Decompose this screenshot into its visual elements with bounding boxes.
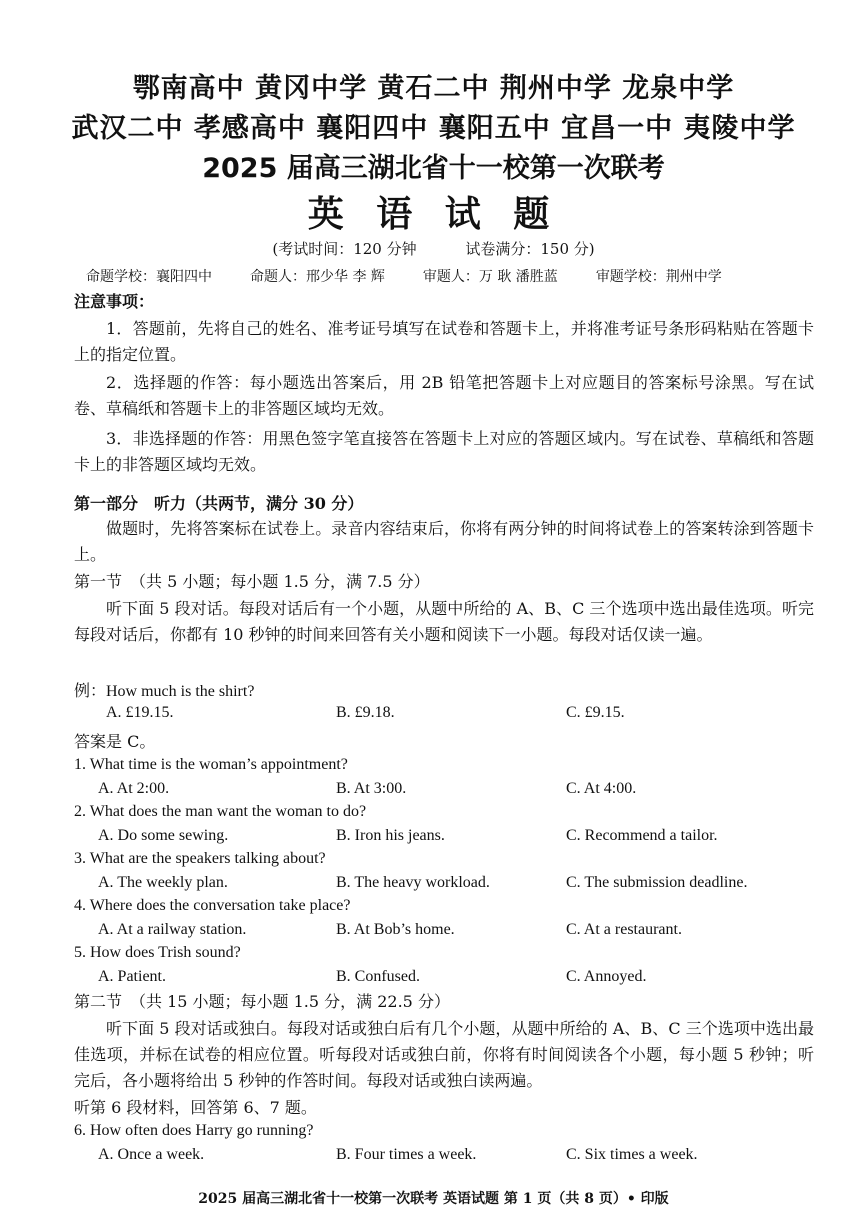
- section1-title: 第一节 （共 5 小题；每小题 1.5 分，满 7.5 分）: [74, 572, 430, 591]
- q5-option-a: A. Patient.: [98, 968, 166, 985]
- question-3: 3. What are the speakers talking about?: [74, 850, 326, 867]
- q1-option-a: A. At 2:00.: [98, 780, 170, 797]
- exam-time: (考试时间：120 分钟: [272, 240, 417, 258]
- notice-item-2: 2．选择题的作答：每小题选出答案后，用 2B 铅笔把答题卡上对应题目的答案标号涂黑。写在试卷、草稿纸和答题卡上的非答题区域均无效。: [74, 373, 814, 418]
- notice-title: 注意事项：: [74, 292, 155, 311]
- notice-item-3: 3．非选择题的作答：用黑色签字笔直接答在答题卡上对应的答题区域内。写在试卷、草稿纸和答题卡上的非答题区域均无效。: [74, 429, 814, 474]
- question-2: 2. What does the man want the woman to do?: [74, 803, 367, 820]
- section1-instruction: 听下面 5 段对话。每段对话后有一个小题，从题中所给的 A、B、C 三个选项中选出最佳选项。听完每段对话后，你都有 10 秒钟的时间来回答有关小题和阅读下一小题。每段对话仅读一遍。: [74, 599, 814, 644]
- reviewers: 审题人：万 耿 潘胜蓝: [422, 269, 558, 285]
- exam-title: 2025 届高三湖北省十一校第一次联考: [202, 153, 665, 184]
- subject-title: 英 语 试 题: [307, 194, 560, 235]
- q4-option-b: B. At Bob’s home.: [336, 921, 455, 938]
- schools-line-2: 武汉二中 孝感高中 襄阳四中 襄阳五中 宜昌一中 夷陵中学: [71, 113, 796, 144]
- q1-option-c: C. At 4:00.: [566, 780, 637, 797]
- q5-option-b: B. Confused.: [336, 968, 420, 985]
- example-answer: 答案是 C。: [74, 732, 156, 751]
- setters: 命题人：邢少华 李 辉: [250, 269, 385, 285]
- authors-line: [86, 266, 807, 286]
- setter-school: 命题学校：襄阳四中: [86, 269, 212, 285]
- q2-option-c: C. Recommend a tailor.: [566, 827, 718, 844]
- q5-option-c: C. Annoyed.: [566, 968, 647, 985]
- review-school: 审题学校：荆州中学: [595, 269, 722, 285]
- material-6-label: 听第 6 段材料，回答第 6、7 题。: [74, 1098, 317, 1117]
- q2-option-b: B. Iron his jeans.: [336, 827, 445, 844]
- page-footer: 2025 届高三湖北省十一校第一次联考 英语试题 第 1 页（共 8 页）• 印版: [198, 1191, 669, 1207]
- q3-option-c: C. The submission deadline.: [566, 874, 748, 891]
- example-question: 例：How much is the shirt?: [74, 683, 255, 700]
- part1-title: 第一部分 听力（共两节，满分 30 分）: [74, 494, 364, 513]
- q4-option-a: A. At a railway station.: [98, 921, 247, 938]
- q6-option-a: A. Once a week.: [98, 1146, 205, 1163]
- q4-option-c: C. At a restaurant.: [566, 921, 682, 938]
- q3-option-b: B. The heavy workload.: [336, 874, 490, 891]
- question-4: 4. Where does the conversation take place?: [74, 897, 351, 914]
- section2-title: 第二节 （共 15 小题；每小题 1.5 分，满 22.5 分）: [74, 992, 450, 1011]
- q3-option-a: A. The weekly plan.: [98, 874, 228, 891]
- question-6: 6. How often does Harry go running?: [74, 1122, 314, 1139]
- exam-info: [0, 238, 867, 259]
- section2-instruction: 听下面 5 段对话或独白。每段对话或独白后有几个小题，从题中所给的 A、B、C 三个选项中选出最佳选项，并标在试卷的相应位置。听每段对话或独白前，你将有时间阅读各个小题，每小题 5 秒钟；听完后，各小题将给出 5 秒钟的作答时间。每段对话或独白读两遍。: [74, 1019, 814, 1090]
- example-option-b: B. £9.18.: [336, 704, 395, 721]
- q6-option-c: C. Six times a week.: [566, 1146, 698, 1163]
- notice-item-1: 1．答题前，先将自己的姓名、准考证号填写在试卷和答题卡上，并将准考证号条形码粘贴在答题卡上的指定位置。: [74, 319, 814, 364]
- full-score: 试卷满分：150 分): [465, 240, 595, 258]
- part1-instruction: 做题时，先将答案标在试卷上。录音内容结束后，你将有两分钟的时间将试卷上的答案转涂到答题卡上。: [74, 519, 814, 564]
- schools-line-1: 鄂南高中 黄冈中学 黄石二中 荆州中学 龙泉中学: [132, 73, 735, 104]
- q1-option-b: B. At 3:00.: [336, 780, 407, 797]
- q2-option-a: A. Do some sewing.: [98, 827, 229, 844]
- question-5: 5. How does Trish sound?: [74, 944, 241, 961]
- question-1: 1. What time is the woman’s appointment?: [74, 756, 348, 773]
- q6-option-b: B. Four times a week.: [336, 1146, 477, 1163]
- example-option-a: A. £19.15.: [106, 704, 174, 721]
- example-option-c: C. £9.15.: [566, 704, 625, 721]
